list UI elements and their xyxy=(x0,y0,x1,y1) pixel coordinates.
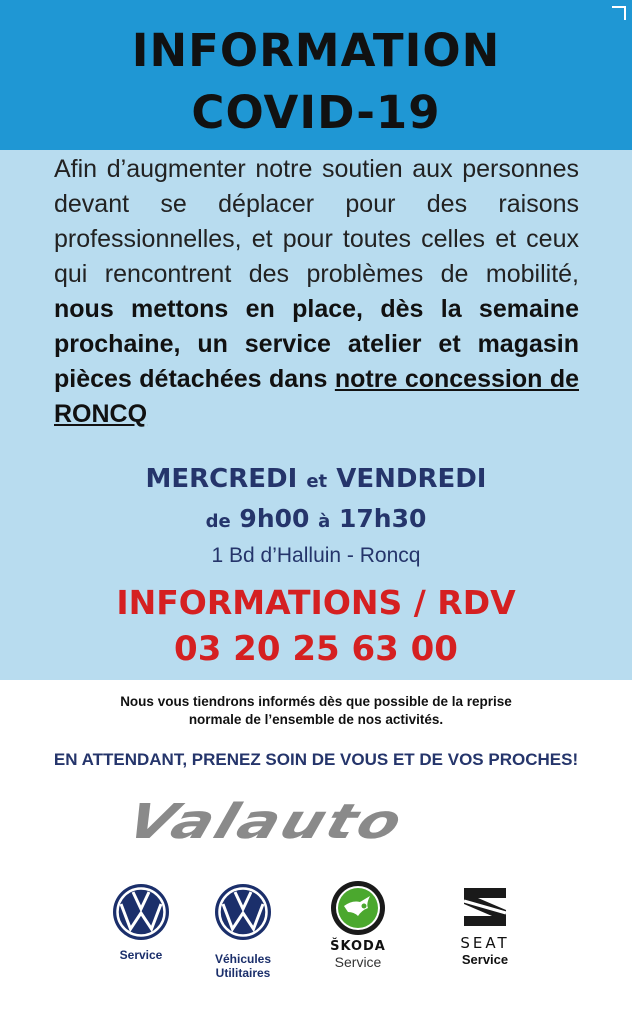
resume-note-line-2: normale de l’ensemble de nos activités. xyxy=(188,712,444,727)
skoda-service-label: Service xyxy=(334,954,382,970)
take-care-message: EN ATTENDANT, PRENEZ SOIN DE VOUS ET DE VOS PROCHES! xyxy=(53,750,579,769)
address: 1 Bd d’Halluin - Roncq xyxy=(211,544,421,567)
seat-logo-icon xyxy=(460,886,510,928)
announcement-intro: Afin d’augmenter notre soutien aux personnes devant se déplacer pour des raisons professionnelles, et pour toutes celles et ceux qui rencontrent des problèmes de mobilité, xyxy=(54,155,579,288)
hours-to: à xyxy=(318,511,331,532)
valauto-logo xyxy=(119,794,494,850)
brand-vw-utility xyxy=(203,882,283,980)
valauto-logo-text: Valauto xyxy=(119,794,412,850)
vw-utility-label-2: Utilitaires xyxy=(215,966,271,980)
brand-seat xyxy=(440,886,530,967)
vw-logo-icon xyxy=(111,882,171,942)
seat-service-label: Service xyxy=(461,952,509,967)
skoda-logo-icon xyxy=(330,880,386,936)
vw-utility-label-1: Véhicules xyxy=(214,952,272,966)
vw-service-label: Service xyxy=(119,948,163,962)
title-line-1: INFORMATION xyxy=(131,24,501,77)
phone-number[interactable]: 03 20 25 63 00 xyxy=(174,629,458,669)
announcement-paragraph xyxy=(54,152,579,432)
announcement-location: notre concession de RONCQ xyxy=(54,365,579,428)
skoda-name: ŠKODA xyxy=(330,939,386,954)
day-joiner: et xyxy=(306,471,328,492)
day-1: MERCREDI xyxy=(145,464,298,494)
announcement-bold: nous mettons en place, dès la semaine prochaine, un service atelier et magasin pièces détachées dans xyxy=(54,295,579,393)
brand-vw-service xyxy=(106,882,176,962)
brand-skoda xyxy=(318,880,398,970)
day-2: VENDREDI xyxy=(336,464,487,494)
opening-days xyxy=(0,464,632,494)
hours-start: 9h00 xyxy=(239,504,310,533)
contact-label: INFORMATIONS / RDV xyxy=(116,583,516,622)
resume-note-line-1: Nous vous tiendrons informés dès que possible de la reprise xyxy=(120,694,512,709)
title-line-2: COVID-19 xyxy=(191,86,441,139)
vw-utility-logo-icon xyxy=(213,882,273,942)
seat-name: SEAT xyxy=(460,934,510,952)
resume-note xyxy=(0,693,632,729)
corner-mark xyxy=(612,6,626,20)
hours-end: 17h30 xyxy=(339,504,427,533)
opening-hours xyxy=(0,504,632,533)
hours-from: de xyxy=(205,511,231,532)
